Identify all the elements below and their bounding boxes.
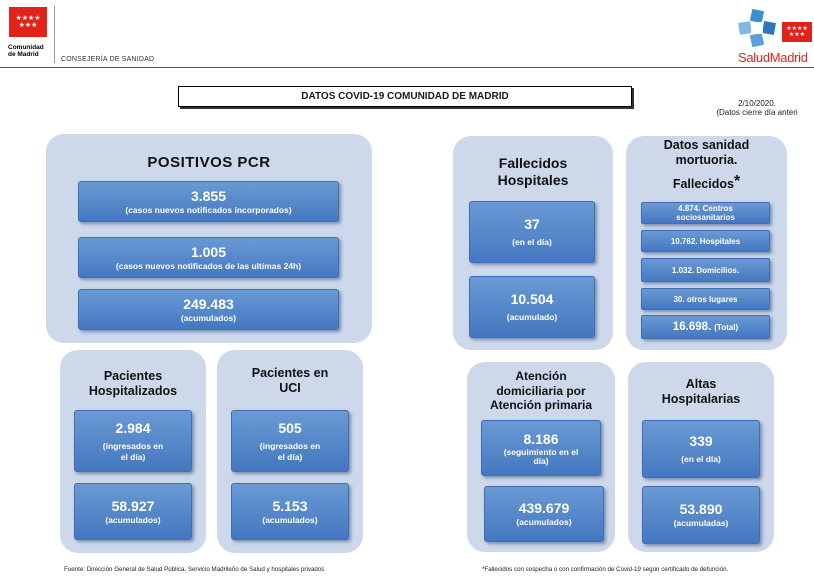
pcr-title: POSITIVOS PCR (147, 154, 271, 171)
domiciliaria-daily-value: 8.186 (523, 430, 559, 447)
hospitalizados-accumulated-value: 58.927 (111, 497, 155, 514)
pcr-accumulated-label: (acumulados) (180, 312, 237, 323)
mortuoria-title (626, 138, 787, 192)
comunidad-madrid-flag-logo: ★★★★ ★★★ (9, 7, 47, 37)
mortuoria-hospitales (641, 230, 770, 252)
fallecidos-footnote: *Fallecidos con sospecha o con confirmación de Covid-19 según certificado de defunción. (482, 566, 729, 573)
altas-accumulated-value: 53.890 (679, 501, 723, 517)
pcr-new-24h (78, 237, 339, 278)
hospitalizados-daily (74, 410, 192, 472)
altas-title-line2: Hospitalarias (661, 392, 741, 406)
header-rule (0, 67, 814, 68)
mortuoria-hospitales-line: 10.762. Hospitales (670, 236, 741, 246)
altas-daily-value: 339 (689, 433, 713, 449)
pcr-new-incorporated-label: (casos nuevos notificados incorporados) (125, 204, 292, 215)
domiciliaria-accumulated-value: 439.679 (518, 500, 570, 516)
date-note: (Datos cierre día anteri (716, 108, 798, 117)
fallecidos-hospitales-panel (453, 136, 613, 350)
altas-daily-label: (en el día) (681, 454, 721, 464)
hospitalizados-panel (60, 350, 206, 553)
domiciliaria-panel (467, 362, 615, 552)
hospitalizados-daily-label1: (ingresados en (102, 440, 164, 451)
pcr-accumulated (78, 289, 339, 330)
salud-madrid-cross-icon (737, 8, 777, 48)
cm-name-line2: de Madrid (8, 51, 39, 58)
uci-accumulated-label: (acumulados) (262, 514, 318, 525)
domiciliaria-title-line2: domiciliaria por (496, 383, 586, 398)
mortuoria-otros-line: 30. otros lugares (673, 294, 738, 304)
report-date (700, 99, 814, 117)
mortuoria-otros (641, 288, 770, 310)
hospitalizados-title (60, 369, 206, 399)
mortuoria-total (641, 315, 770, 339)
domiciliaria-daily-label2: día) (533, 455, 549, 466)
uci-accumulated-value: 5.153 (272, 497, 308, 514)
header-divider (54, 6, 55, 63)
pcr-accumulated-value: 249.483 (183, 295, 234, 312)
domiciliaria-title (467, 369, 615, 413)
hospitalizados-title-line1: Pacientes (103, 369, 163, 383)
hospitalizados-accumulated-label: (acumulados) (105, 514, 161, 525)
report-title: DATOS COVID-19 COMUNIDAD DE MADRID (178, 86, 632, 107)
fallecidos-hospitales-daily (469, 201, 595, 263)
mortuoria-total-value: 16.698. (672, 320, 712, 333)
altas-title (628, 377, 774, 407)
uci-daily-value: 505 (278, 419, 302, 436)
altas-panel (628, 362, 774, 552)
hospitalizados-daily-label2: el día) (120, 451, 146, 462)
fallecidos-hospitales-title (453, 155, 613, 189)
salud-madrid-name: SaludMadrid (738, 50, 808, 65)
fallecidos-hospitales-title-line1: Fallecidos (498, 155, 568, 171)
pcr-panel (46, 134, 372, 343)
domiciliaria-accumulated-label: (acumulados) (516, 517, 572, 527)
uci-title (217, 366, 363, 396)
altas-accumulated (642, 486, 760, 544)
mortuoria-domicilios (641, 258, 770, 282)
fallecidos-hospitales-accumulated (469, 276, 595, 338)
fallecidos-hospitales-accumulated-value: 10.504 (510, 291, 554, 307)
source-footnote: Fuente: Dirección General de Salud Pública, Servicio Madrileño de Salud y hospitales privados (64, 566, 325, 573)
domiciliaria-accumulated (484, 486, 604, 542)
mortuoria-sociosanitarios-line1: 4.874. Centros (678, 204, 733, 213)
altas-title-line1: Altas (685, 377, 717, 391)
fallecidos-hospitales-daily-value: 37 (524, 216, 540, 232)
altas-daily (642, 420, 760, 478)
fallecidos-hospitales-daily-label: (en el día) (512, 237, 552, 247)
mortuoria-title-line3-wrap (626, 174, 787, 192)
uci-panel (217, 350, 363, 553)
hospitalizados-title-line2: Hospitalizados (88, 384, 178, 398)
pcr-new-incorporated (78, 181, 339, 222)
uci-daily-label1: (ingresados en (259, 440, 321, 451)
domiciliaria-title-line3: Atención primaria (489, 398, 593, 412)
uci-daily-label2: el día) (277, 451, 303, 462)
cm-name-line1: Comunidad (8, 44, 44, 51)
hospitalizados-daily-value: 2.984 (115, 419, 151, 436)
uci-title-line1: Pacientes en (251, 366, 329, 380)
domiciliaria-daily (481, 420, 601, 476)
hospitalizados-accumulated (74, 483, 192, 540)
date-value: 2/10/2020. (738, 99, 776, 108)
comunidad-madrid-name (8, 44, 44, 58)
mortuoria-title-line1: Datos sanidad (663, 138, 750, 152)
mortuoria-total-label: (Total) (714, 322, 739, 332)
mortuoria-panel (626, 136, 787, 350)
mortuoria-sociosanitarios (641, 202, 770, 224)
fallecidos-hospitales-title-line2: Hospitales (497, 172, 569, 188)
consejeria-label: CONSEJERÍA DE SANIDAD (61, 56, 155, 63)
domiciliaria-daily-label1: (seguimiento en el (503, 446, 579, 457)
domiciliaria-title-line1: Atención (515, 369, 567, 383)
pcr-new-24h-value: 1.005 (190, 243, 227, 260)
uci-title-line2: UCI (279, 381, 301, 395)
mortuoria-title-line3: Fallecidos (672, 177, 734, 191)
pcr-new-24h-label: (casos nuevos notificados de las ultimas 24h) (115, 260, 302, 271)
mortuoria-sociosanitarios-line2: sociosanitarios (676, 213, 735, 222)
uci-accumulated (231, 483, 349, 540)
salud-madrid-flag: ★★★★ ★★★ (782, 22, 812, 42)
pcr-new-incorporated-value: 3.855 (190, 187, 227, 204)
mortuoria-asterisk: * (733, 173, 741, 190)
mortuoria-domicilios-line: 1.032. Domicilios. (671, 265, 740, 275)
fallecidos-hospitales-accumulated-label: (acumulado) (506, 312, 558, 322)
mortuoria-title-line2: mortuoria. (675, 153, 738, 167)
uci-daily (231, 410, 349, 472)
altas-accumulated-label: (acumuladas) (673, 518, 729, 528)
